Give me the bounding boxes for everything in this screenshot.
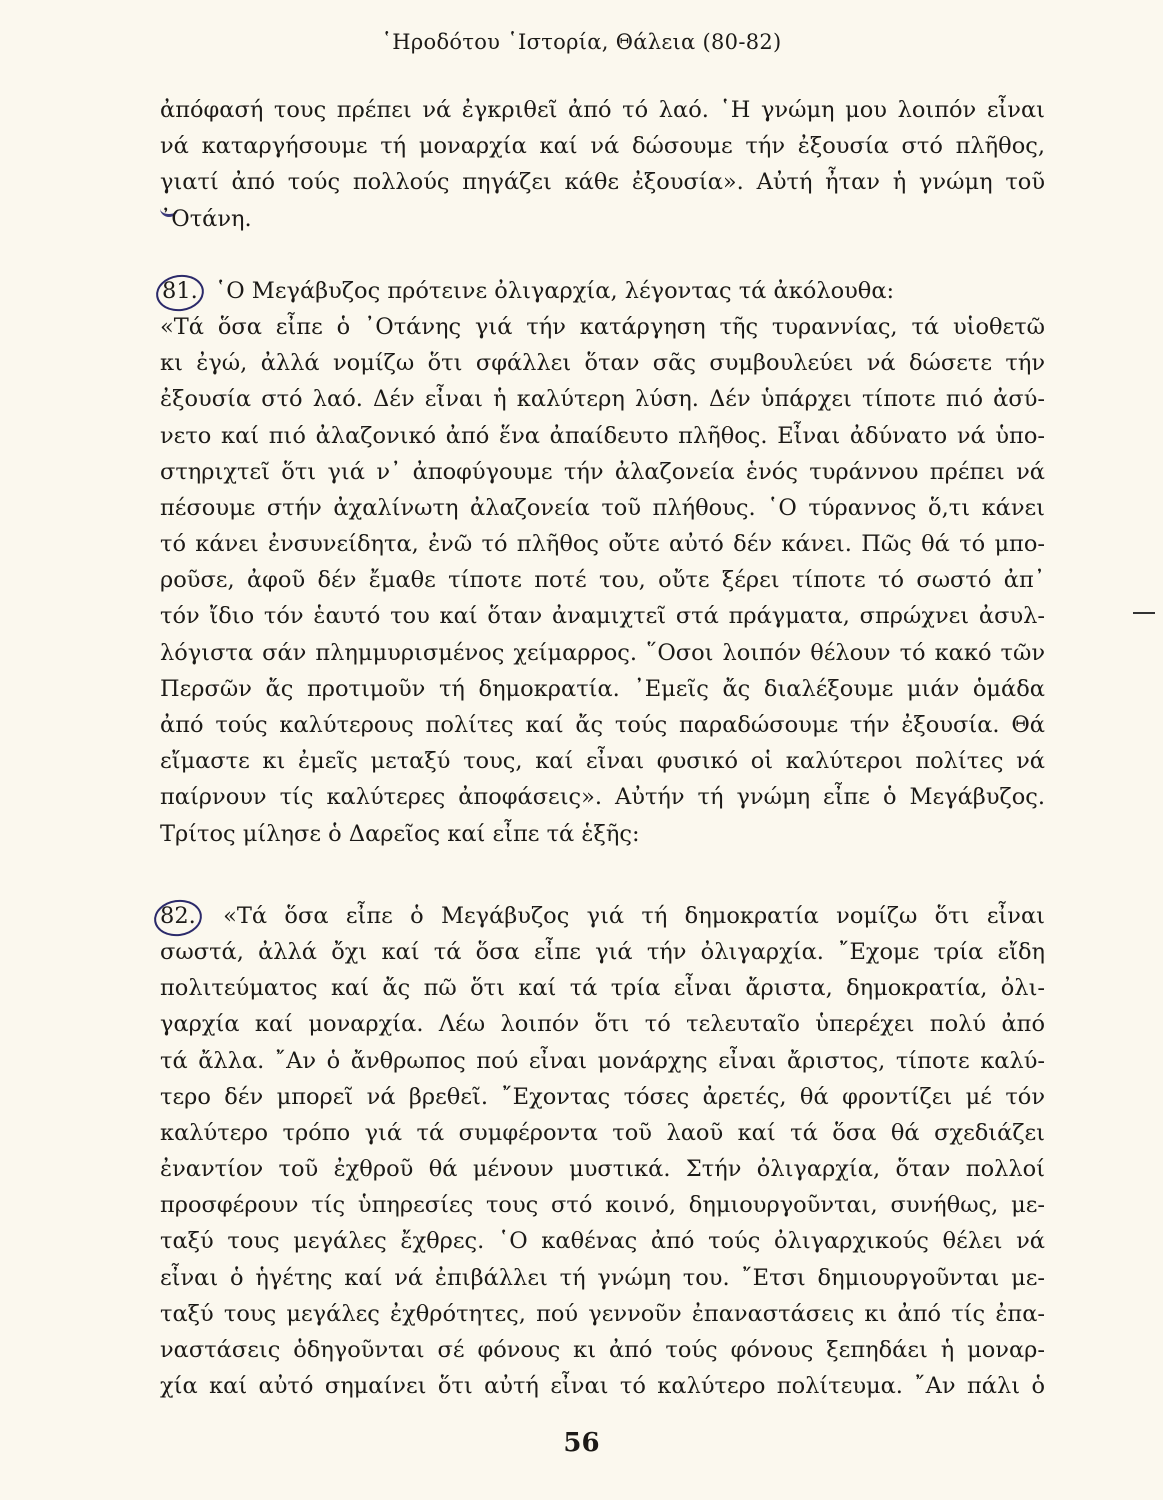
chapter-81-first-line: ῾Ο Μεγάβυζος πρότεινε ὀλιγαρχία, λέγοντας τά ἀκόλουθα: (214, 277, 895, 304)
text-line: ταξύ τους μεγάλες ἐχθρότητες, πού γεννοῦν ἐπαναστάσεις κι ἀπό τίς ἐπα- (160, 1300, 1045, 1327)
text-line: ταξύ τους μεγάλες ἔχθρες. ῾Ο καθένας ἀπό τούς ὀλιγαρχικούς θέλει νά (160, 1228, 1045, 1255)
body-text (160, 92, 1045, 1404)
text-line: τερο δέν μπορεῖ νά βρεθεῖ. ῎Εχοντας τόσες ἀρετές, θά φροντίζει μέ τόν (160, 1083, 1045, 1110)
text-line: ἀπόφασή τους πρέπει νά ἐγκριθεῖ ἀπό τό λαό. ῾Η γνώμη μου λοιπόν εἶναι (160, 97, 1045, 123)
text-line: τά ἄλλα. ῎Αν ὁ ἄνθρωπος πού εἶναι μονάρχης εἶναι ἄριστος, τίποτε καλύ- (160, 1047, 1045, 1074)
text-line: σωστά, ἀλλά ὄχι καί τά ὅσα εἶπε γιά τήν ὀλιγαρχία. ῎Εχομε τρία εἴδη (160, 938, 1045, 965)
text-line: ἀπό τούς καλύτερους πολίτες καί ἄς τούς παραδώσουμε τήν ἐξουσία. Θά (160, 712, 1045, 738)
text-line: Περσῶν ἄς προτιμοῦν τή δημοκρατία. ᾿Εμεῖς ἄς διαλέξουμε μιάν ὁμάδα (160, 675, 1045, 702)
text-line: ναστάσεις ὁδηγοῦνται σέ φόνους κι ἀπό τούς φόνους ξεπηδάει ἡ μοναρ- (160, 1337, 1045, 1363)
text-line: ᾿Οτάνη. (160, 205, 252, 232)
text-line: ροῦσε, ἀφοῦ δέν ἔμαθε τίποτε ποτέ του, οὔτε ξέρει τίποτε τό σωστό ἀπ᾿ (160, 567, 1045, 594)
text-line: πολιτεύματος καί ἄς πῶ ὅτι καί τά τρία εἶναι ἄριστα, δημοκρατία, ὀλι- (160, 975, 1045, 1002)
chapter-82-first-line: «Τά ὅσα εἶπε ὁ Μεγάβυζος γιά τή δημοκρατία νομίζω ὅτι εἶναι (223, 902, 1045, 929)
text-line: τόν ἴδιο τόν ἑαυτό του καί ὅταν ἀναμιχτεῖ στά πράγματα, σπρώχνει ἀσυλ- (160, 603, 1045, 630)
paragraph-82 (160, 898, 1045, 1405)
page-number: 56 (563, 1428, 600, 1458)
text-line: στηριχτεῖ ὅτι γιά ν᾿ ἀποφύγουμε τήν ἀλαζονεία ἑνός τυράννου πρέπει νά (160, 458, 1045, 485)
running-head: ῾Ηροδότου ῾Ιστορία, Θάλεια (80-82) (381, 30, 782, 54)
text-line: ἐναντίον τοῦ ἐχθροῦ θά μένουν μυστικά. Στήν ὀλιγαρχία, ὅταν πολλοί (160, 1156, 1045, 1183)
paragraph-81 (160, 273, 1045, 852)
text-line: κι ἐγώ, ἀλλά νομίζω ὅτι σφάλλει ὅταν σᾶς συμβουλεύει νά δώσετε τήν (160, 350, 1045, 377)
text-line: νετο καί πιό ἀλαζονικό ἀπό ἕνα ἀπαίδευτο πλῆθος. Εἶναι ἀδύνατο νά ὑπο- (160, 422, 1045, 449)
text-line: λόγιστα σάν πλημμυρισμένος χείμαρρος. ῞Οσοι λοιπόν θέλουν τό κακό τῶν (160, 639, 1045, 666)
chapter-number-82: 82. (160, 898, 196, 934)
text-line: εἶναι ὁ ἡγέτης καί νά ἐπιβάλλει τή γνώμη του. ῎Ετσι δημιουργοῦνται με- (160, 1264, 1045, 1291)
text-line: ἐξουσία στό λαό. Δέν εἶναι ἡ καλύτερη λύση. Δέν ὑπάρχει τίποτε πιό ἀσύ- (160, 386, 1045, 413)
text-line: εἴμαστε κι ἐμεῖς μεταξύ τους, καί εἶναι φυσικό οἱ καλύτεροι πολίτες νά (160, 748, 1045, 775)
margin-mark (1133, 612, 1155, 614)
text-line: τό κάνει ἐνσυνείδητα, ἐνῶ τό πλῆθος οὔτε αὐτό δέν κάνει. Πῶς θά τό μπο- (160, 531, 1045, 558)
chapter-number-text: 82 (160, 902, 189, 929)
chapter-number-81: 81. (162, 273, 198, 309)
chapter-number-text: 81 (162, 277, 191, 304)
text-line: πέσουμε στήν ἀχαλίνωτη ἀλαζονεία τοῦ πλήθους. ῾Ο τύραννος ὅ,τι κάνει (160, 494, 1045, 521)
text-line (160, 898, 1045, 934)
text-line (160, 273, 1045, 309)
text-line: προσφέρουν τίς ὑπηρεσίες τους στό κοινό, δημιουργοῦνται, συνήθως, με- (160, 1192, 1045, 1219)
paragraph-80-end (160, 92, 1045, 237)
text-line: νά καταργήσουμε τή μοναρχία καί νά δώσουμε τήν ἐξουσία στό πλῆθος, (160, 133, 1045, 160)
text-line: γαρχία καί μοναρχία. Λέω λοιπόν ὅτι τό τελευταῖο ὑπερέχει πολύ ἀπό (160, 1011, 1045, 1038)
text-line: καλύτερο τρόπο γιά τά συμφέροντα τοῦ λαοῦ καί τά ὅσα θά σχεδιάζει (160, 1119, 1045, 1146)
text-line: γιατί ἀπό τούς πολλούς πηγάζει κάθε ἐξουσία». Αὐτή ἦταν ἡ γνώμη τοῦ (160, 169, 1045, 196)
text-line: Τρίτος μίλησε ὁ Δαρεῖος καί εἶπε τά ἑξῆς: (160, 820, 640, 847)
text-line: χία καί αὐτό σημαίνει ὅτι αὐτή εἶναι τό καλύτερο πολίτευμα. ῎Αν πάλι ὁ (160, 1373, 1045, 1400)
text-line: «Τά ὅσα εἶπε ὁ ᾿Οτάνης γιά τήν κατάργηση τῆς τυραννίας, τά υἱοθετῶ (160, 313, 1045, 340)
text-line: παίρνουν τίς καλύτερες ἀποφάσεις». Αὐτήν τή γνώμη εἶπε ὁ Μεγάβυζος. (160, 784, 1045, 811)
